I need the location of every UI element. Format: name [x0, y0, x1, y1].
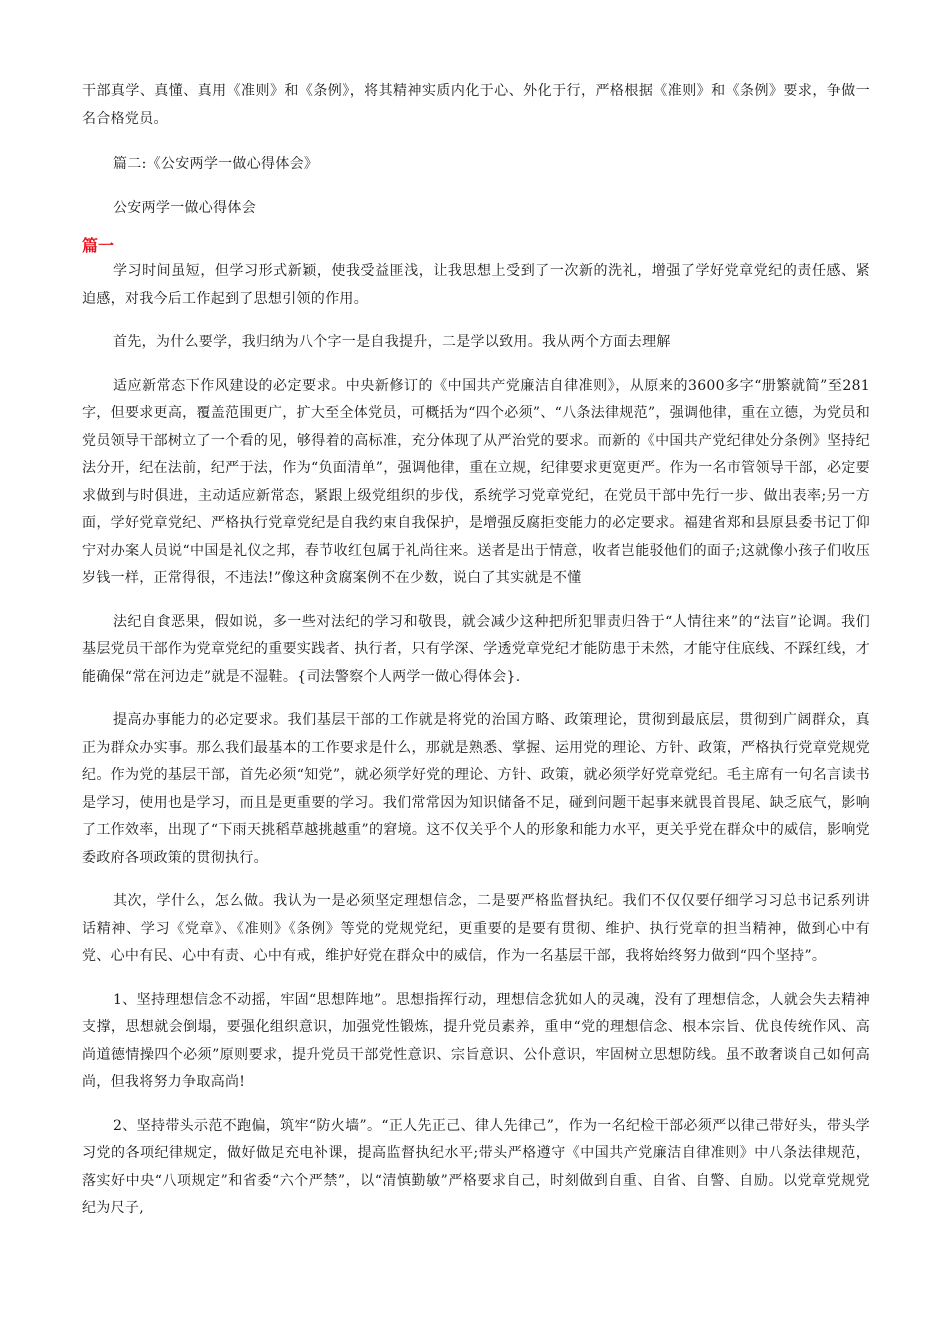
section-heading-part-one: 篇一 [82, 236, 115, 255]
paragraph-8: 2、坚持带头示范不跑偏，筑牢“防火墙”。“正人先正己、律人先律己”，作为一名纪检干部必须严以律己带好头，带头学习党的各项纪律规定，做好做足充电补课，提高监督执纪水平;带头严格遵守《中国共产党廉洁自律准则》中八条法律规范，落实好中央“八项规定”和省委“六个严禁”，以“清慎勤敏”严格要求自己，时刻做到自重、自省、自警、自励。以党章党规党纪为尺子, [82, 1117, 870, 1216]
section-title-part-two: 篇二:《公安两学一做心得体会》 [113, 156, 319, 172]
paragraph-2: 首先，为什么要学，我归纳为八个字一是自我提升，二是学以致用。我从两个方面去理解 [113, 334, 671, 350]
paragraph-7: 1、坚持理想信念不动摇，牢固“思想阵地”。思想指挥行动，理想信念犹如人的灵魂，没有了理想信念，人就会失去精神支撑，思想就会倒塌，要强化组织意识，加强党性锻炼，提升党员素养，重申“党的理想信念、根本宗旨、优良传统作风、高尚道德情操四个必须”原则要求，提升党员干部党性意识、宗旨意识、公仆意识，牢固树立思想防线。虽不敢奢谈自己如何高尚，但我将努力争取高尚! [82, 991, 870, 1090]
paragraph-intro-continuation: 干部真学、真懂、真用《准则》和《条例》，将其精神实质内化于心、外化于行，严格根据《准则》和《条例》要求，争做一名合格党员。 [82, 83, 870, 127]
document-body [82, 78, 870, 1223]
paragraph-4: 法纪自食恶果，假如说，多一些对法纪的学习和敬畏，就会减少这种把所犯罪责归咎于“人情往来”的“法盲”论调。我们基层党员干部作为党章党纪的重要实践者、执行者，只有学深、学透党章党纪才能防患于未然，才能守住底线、不踩红线，才能确保“常在河边走”就是不湿鞋。{司法警察个人两学一做心得体会}. [82, 613, 870, 685]
paragraph-6: 其次，学什么，怎么做。我认为一是必须坚定理想信念，二是要严格监督执纪。我们不仅仅要仔细学习习总书记系列讲话精神、学习《党章》、《准则》《条例》等党的党规党纪，更重要的是要有贯彻、维护、执行党章的担当精神，做到心中有党、心中有民、心中有责、心中有戒，维护好党在群众中的威信，作为一名基层干部，我将始终努力做到“四个坚持”。 [82, 893, 870, 964]
paragraph-1: 学习时间虽短，但学习形式新颖，使我受益匪浅，让我思想上受到了一次新的洗礼，增强了学好党章党纪的责任感、紧迫感，对我今后工作起到了思想引领的作用。 [82, 263, 870, 307]
paragraph-3: 适应新常态下作风建设的必定要求。中央新修订的《中国共产党廉洁自律准则》，从原来的3600多字“册繁就简”至281字，但要求更高，覆盖范围更广，扩大至全体党员，可概括为“四个必须”、“八条法律规范”，强调他律，重在立德，为党员和党员领导干部树立了一个看的见，够得着的高标准，充分体现了从严治党的要求。而新的《中国共产党纪律处分条例》坚持纪法分开，纪在法前，纪严于法，作为“负面清单”，强调他律，重在立规，纪律要求更宽更严。作为一名市管领导干部，必定要求做到与时俱进，主动适应新常态，紧跟上级党组织的步伐，系统学习党章党纪，在党员干部中先行一步、做出表率;另一方面，学好党章党纪、严格执行党章党纪是自我约束自我保护，是增强反腐拒变能力的必定要求。福建省郑和县原县委书记丁仰宁对办案人员说“中国是礼仪之邦，春节收红包属于礼尚往来。送者是出于情意，收者岂能驳他们的面子;这就像小孩子们收压岁钱一样，正常得很，不违法!”像这种贪腐案例不在少数，说白了其实就是不懂 [82, 377, 870, 586]
article-title: 公安两学一做心得体会 [113, 199, 256, 216]
paragraph-5: 提高办事能力的必定要求。我们基层干部的工作就是将党的治国方略、政策理论，贯彻到最底层，贯彻到广阔群众，真正为群众办实事。那么我们最基本的工作要求是什么，那就是熟悉、掌握、运用党的理论、方针、政策，严格执行党章党规党纪。作为党的基层干部，首先必须“知党”，就必须学好党的理论、方针、政策，就必须学好党章党纪。毛主席有一句名言读书是学习，使用也是学习，而且是更重要的学习。我们常常因为知识储备不足，碰到问题干起事来就畏首畏尾、缺乏底气，影响了工作效率，出现了“下雨天挑稻草越挑越重”的窘境。这不仅关乎个人的形象和能力水平，更关乎党在群众中的威信，影响党委政府各项政策的贯彻执行。 [82, 712, 870, 866]
